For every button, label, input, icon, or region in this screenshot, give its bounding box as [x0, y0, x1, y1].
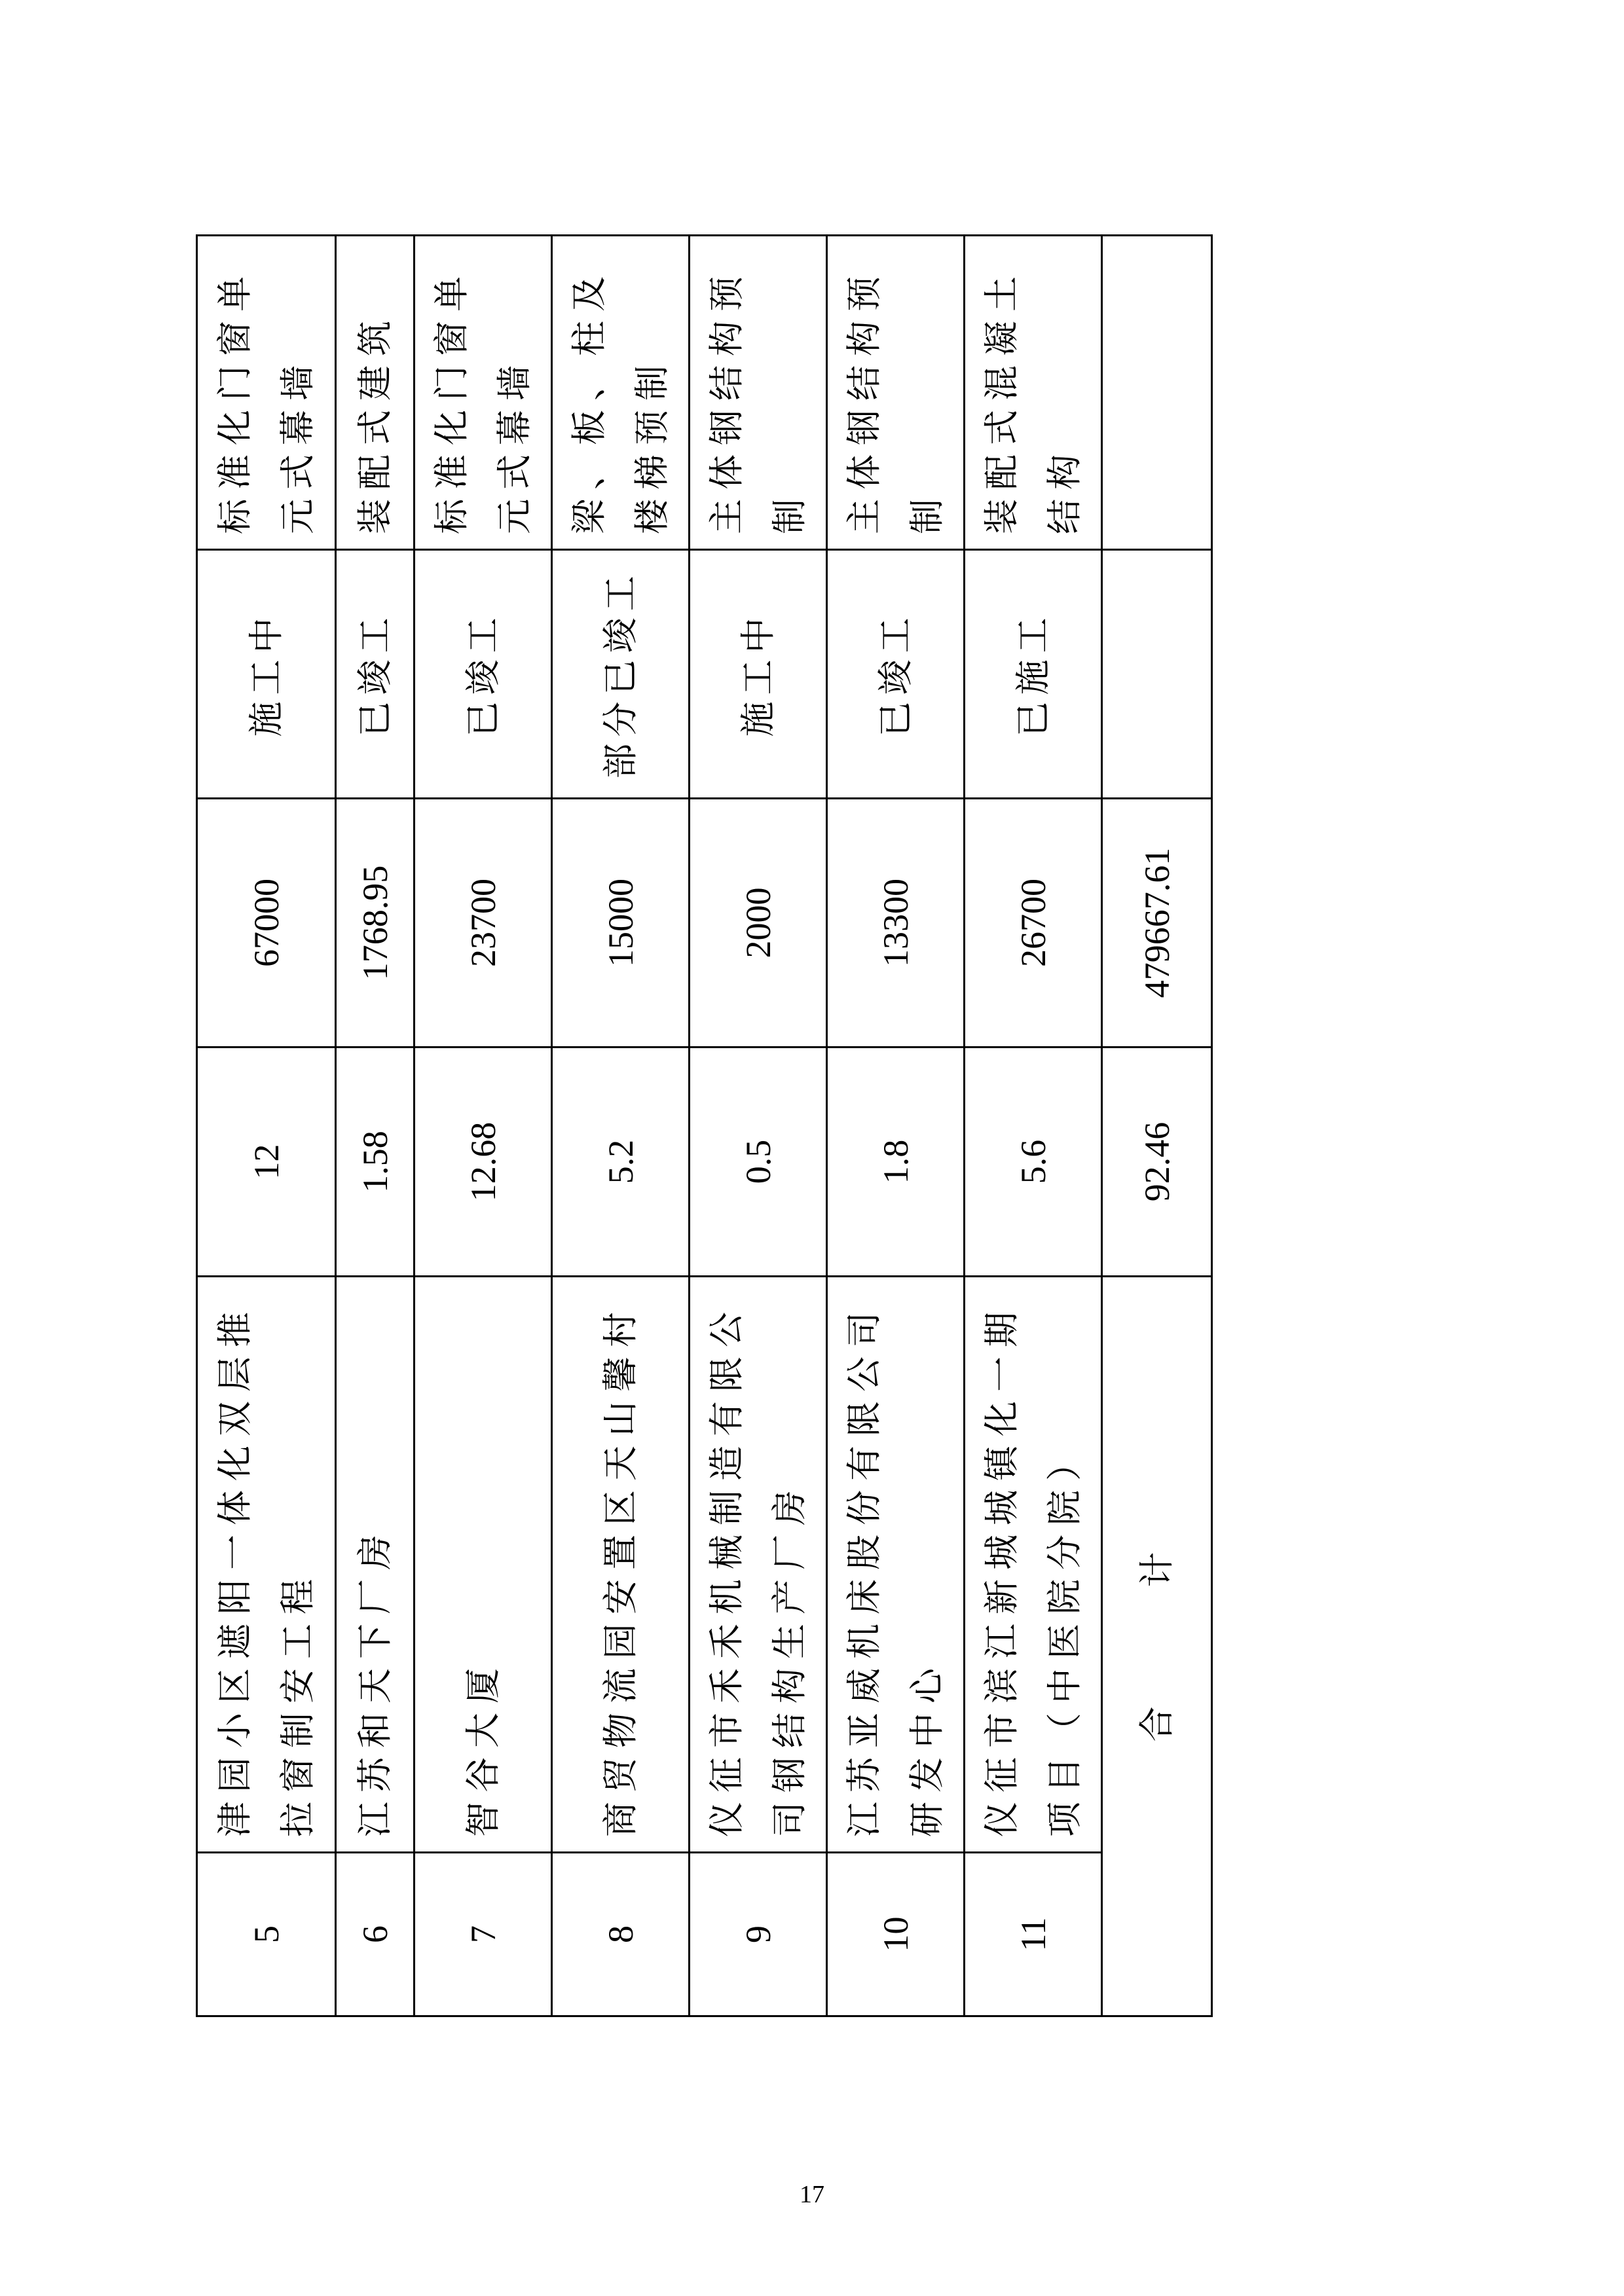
- project-name: 仪征市滨江新城城镇化一期项目（中医院分院）: [965, 1277, 1102, 1853]
- row-number: 6: [336, 1853, 415, 2016]
- table-row: [552, 236, 690, 2016]
- status-text: 已竣工: [827, 550, 965, 799]
- empty-cell: [1102, 550, 1212, 799]
- status-text: 已竣工: [336, 550, 415, 799]
- type-text: 主体钢结构预制: [827, 236, 965, 550]
- project-name: 智谷大厦: [415, 1277, 552, 1853]
- table-row: [827, 236, 965, 2016]
- table-row: [690, 236, 827, 2016]
- amount-value: 1768.95: [336, 799, 415, 1048]
- row-number: 8: [552, 1853, 690, 2016]
- project-name: 商贸物流园安置区天山馨村: [552, 1277, 690, 1853]
- area-value: 5.2: [552, 1048, 690, 1277]
- amount-value: 13300: [827, 799, 965, 1048]
- project-table: [196, 234, 1213, 2017]
- table-row: [197, 236, 336, 2016]
- status-text: 施工中: [690, 550, 827, 799]
- area-value: 0.5: [690, 1048, 827, 1277]
- status-text: 部分已竣工: [552, 550, 690, 799]
- area-value: 5.6: [965, 1048, 1102, 1277]
- table-row: [415, 236, 552, 2016]
- project-name: 仪征市禾禾机械制造有限公司钢结构生产厂房: [690, 1277, 827, 1853]
- type-text: 主体钢结构预制: [690, 236, 827, 550]
- project-name: 江苏亚威机床股份有限公司研发中心: [827, 1277, 965, 1853]
- amount-value: 23700: [415, 799, 552, 1048]
- amount-value: 26700: [965, 799, 1102, 1048]
- row-number: 5: [197, 1853, 336, 2016]
- total-amount: 479667.61: [1102, 799, 1212, 1048]
- area-value: 1.8: [827, 1048, 965, 1277]
- total-area: 92.46: [1102, 1048, 1212, 1277]
- total-label: [1102, 1277, 1212, 2016]
- row-number: 7: [415, 1853, 552, 2016]
- type-text: 装配式混凝土结构: [965, 236, 1102, 550]
- table-row: [965, 236, 1102, 2016]
- area-value: 12: [197, 1048, 336, 1277]
- type-text: 装配式建筑: [336, 236, 415, 550]
- page-number: 17: [800, 2181, 824, 2208]
- amount-value: 2000: [690, 799, 827, 1048]
- project-name: 津园小区遮阳一体化双层推拉窗制安工程: [197, 1277, 336, 1853]
- row-number: 10: [827, 1853, 965, 2016]
- amount-value: 15000: [552, 799, 690, 1048]
- rotated-project-table: [196, 236, 1204, 2017]
- status-text: 已竣工: [415, 550, 552, 799]
- area-value: 12.68: [415, 1048, 552, 1277]
- type-text: 标准化门窗单元式幕墙: [415, 236, 552, 550]
- total-row: [1102, 236, 1212, 2016]
- row-number: 11: [965, 1853, 1102, 2016]
- project-name: 江苏和天下厂房: [336, 1277, 415, 1853]
- status-text: 施工中: [197, 550, 336, 799]
- table-row: [336, 236, 415, 2016]
- amount-value: 67000: [197, 799, 336, 1048]
- type-text: 梁、板、柱及楼梯预制: [552, 236, 690, 550]
- total-label-right: 计: [1135, 1550, 1177, 1588]
- type-text: 标准化门窗单元式幕墙: [197, 236, 336, 550]
- row-number: 9: [690, 1853, 827, 2016]
- total-label-left: 合: [1135, 1705, 1177, 1742]
- empty-cell: [1102, 236, 1212, 550]
- status-text: 已施工: [965, 550, 1102, 799]
- area-value: 1.58: [336, 1048, 415, 1277]
